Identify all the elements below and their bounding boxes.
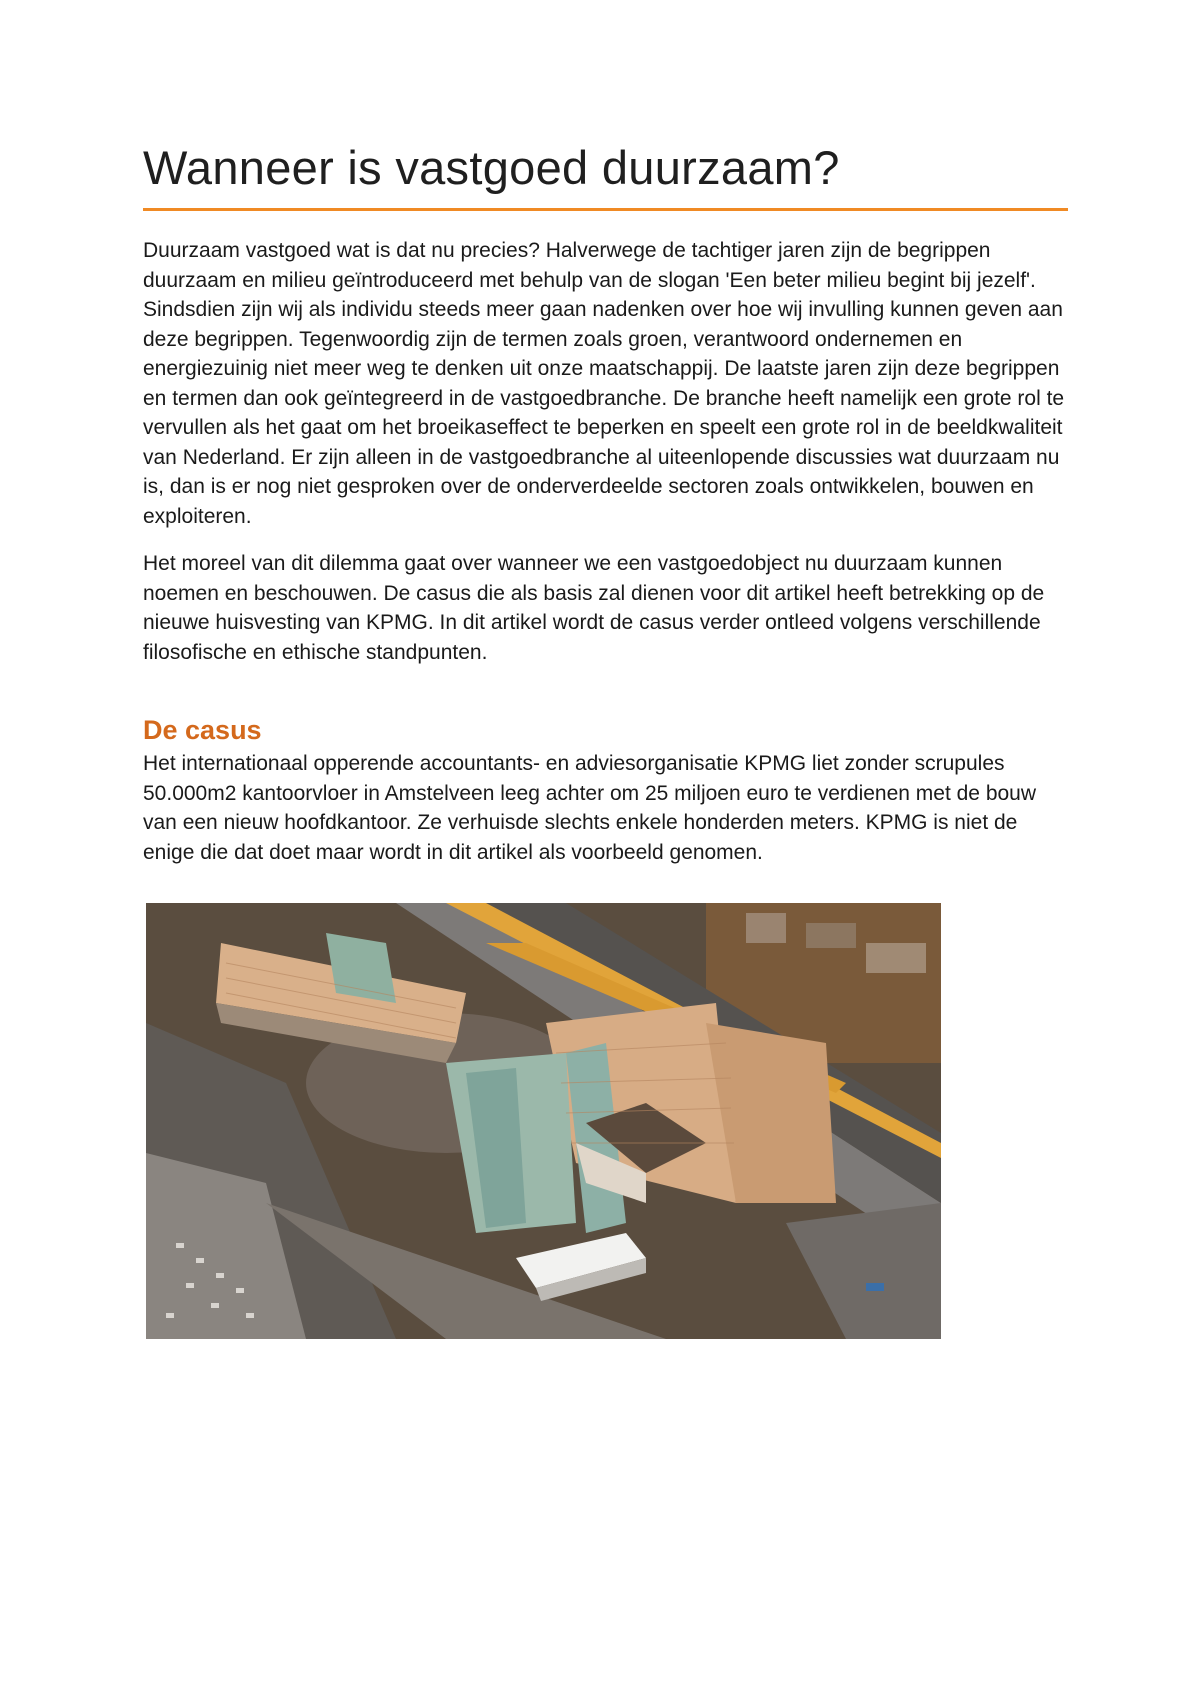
intro-paragraph-2: Het moreel van dit dilemma gaat over wanneer we een vastgoedobject nu duurzaam kunnen noemen en beschouwen. De casus die als basis zal dienen voor dit artikel heeft betrekking op de nieuwe huisvesting van KPMG. In dit artikel wordt de casus verder ontleed volgens verschillende filosofische en ethische standpunten. — [143, 552, 1045, 664]
section-paragraph-casus: Het internationaal opperende accountants- en adviesorganisatie KPMG liet zonder scrupules 50.000m2 kantoorvloer in Amstelveen leeg achter om 25 miljoen euro te verdienen met de bouw van een nieuw hoofdkantoor. Ze verhuisde slechts enkele honderden meters. KPMG is niet de enige die dat doet maar wordt in dit artikel als voorbeeld genomen. — [143, 752, 1037, 864]
kpmg-building-aerial-photo — [146, 903, 941, 1339]
page-title: Wanneer is vastgoed duurzaam? — [143, 140, 1068, 211]
section-heading-casus: De casus — [143, 715, 262, 745]
document-page — [143, 140, 1068, 867]
intro-paragraph-1: Duurzaam vastgoed wat is dat nu precies? Halverwege de tachtiger jaren zijn de begrippen duurzaam en milieu geïntroduceerd met behulp van de slogan 'Een beter milieu begint bij jezelf'. Sindsdien zijn wij als individu steeds meer gaan nadenken over hoe wij invulling kunnen geven aan deze begrippen. Tegenwoordig zijn de termen zoals groen, verantwoord ondernemen en energiezuinig niet meer weg te denken uit onze maatschappij. De laatste jaren zijn deze begrippen en termen dan ook geïntegreerd in de vastgoedbranche. De branche heeft namelijk een grote rol te vervullen als het gaat om het broeikaseffect te beperken en speelt een grote rol in de beeldkwaliteit van Nederland. Er zijn alleen in de vastgoedbranche al uiteenlopende discussies wat duurzaam nu is, dan is er nog niet gesproken over de onderverdeelde sectoren zoals ontwikkelen, bouwen en exploiteren. — [143, 239, 1065, 528]
